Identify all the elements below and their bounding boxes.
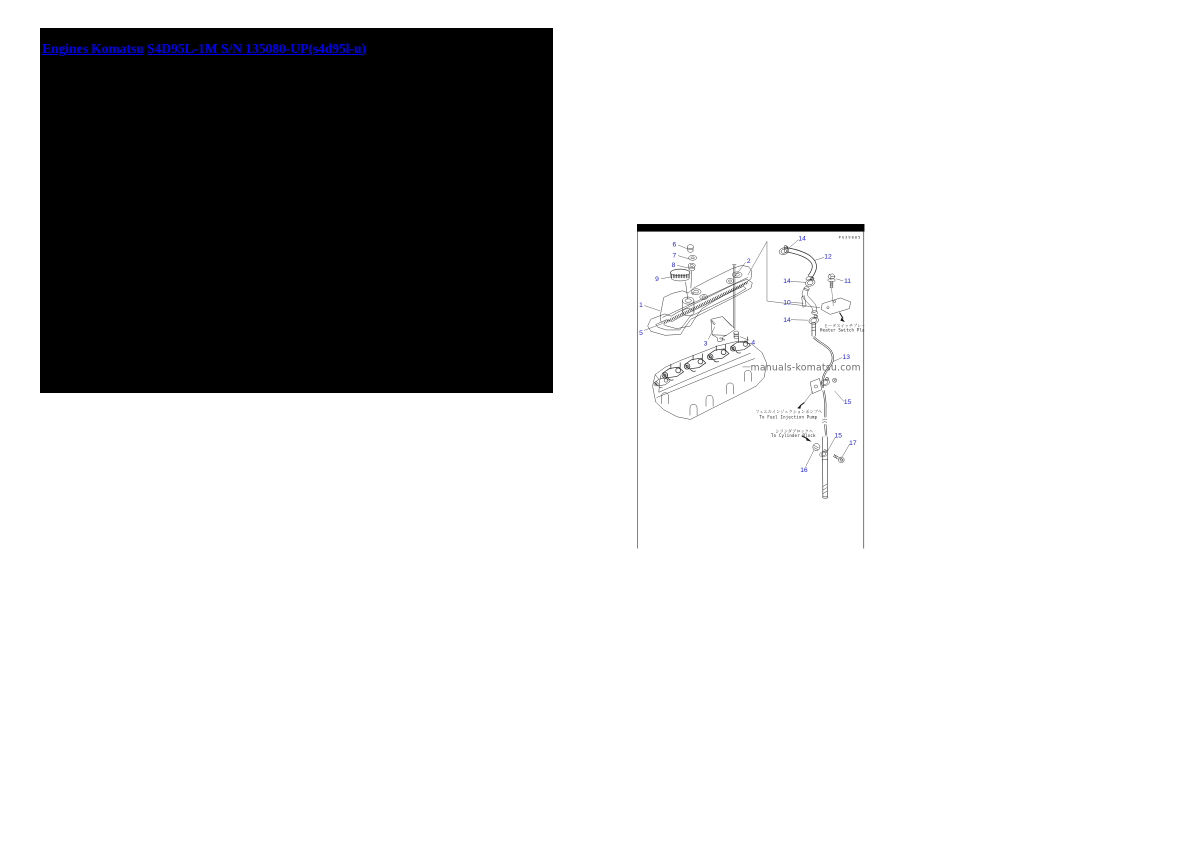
parts-diagram-svg [637,28,1148,757]
callout-13[interactable]: 13 [842,353,850,361]
connector-10-drawing [802,286,818,314]
fuel-pump-label-jp: フュエルインジェクションポンプへ [755,409,823,415]
panel-header-bar [637,224,864,232]
leader-lines [644,240,850,467]
callout-14-middle[interactable]: 14 [783,278,791,286]
valve-cover-assembly-drawing [648,245,753,342]
callout-14-top[interactable]: 14 [798,235,806,243]
breather-cap-drawing [670,269,690,299]
watermark-text: manuals-komatsu.com [750,362,861,374]
fuel-pump-label-en: To Fuel Injection Pump [759,414,818,420]
grommet-16-drawing [813,443,820,450]
callout-1[interactable]: 1 [639,301,643,309]
callout-11[interactable]: 11 [844,278,852,286]
bolt-17-drawing [833,454,844,463]
engines-komatsu-link[interactable]: Engines Komatsu [42,41,144,56]
cylinder-block-label-en: To Cylinder Block [770,433,816,439]
parts-diagram-panel [637,28,1148,757]
plug-bolt-drawing [687,245,693,253]
cylinder-head-drawing [653,337,767,420]
callout-14-bottom[interactable]: 14 [783,316,791,324]
heater-switch-plate-drawing [821,298,850,322]
callout-7[interactable]: 7 [672,252,677,260]
callout-8[interactable]: 8 [671,262,676,270]
callout-5[interactable]: 5 [639,329,643,337]
callout-9[interactable]: 9 [655,275,659,283]
callout-6[interactable]: 6 [672,241,677,249]
heater-plate-label-en: Heater Switch Plate [819,327,870,333]
breadcrumb [42,41,366,57]
grommet-drawing [688,263,695,288]
callout-16[interactable]: 16 [800,466,808,474]
heater-plate-label-jp: ヒータスイッチプレート [823,322,870,328]
callout-15-upper[interactable]: 15 [843,398,852,406]
cylinder-block-label-jp: シリンダブロックへ [775,428,814,434]
washer-drawing [689,255,697,260]
callout-17[interactable]: 17 [849,440,857,448]
callout-12[interactable]: 12 [824,253,832,261]
callout-15-lower[interactable]: 15 [834,432,842,440]
callout-4[interactable]: 4 [751,339,756,347]
bolt-11-drawing [828,274,836,306]
annotation-texts [755,322,870,438]
model-serial-link[interactable]: S4D95L-1M S/N 135080-UP(s4d95l-u) [147,41,367,56]
bracket-drawing [711,317,735,342]
page-code: PG39005 [838,235,862,240]
callout-3[interactable]: 3 [703,340,708,348]
content-placeholder-box [40,28,553,393]
callout-2[interactable]: 2 [746,258,751,266]
callout-10[interactable]: 10 [783,299,791,307]
small-bolt-drawing [734,331,739,339]
